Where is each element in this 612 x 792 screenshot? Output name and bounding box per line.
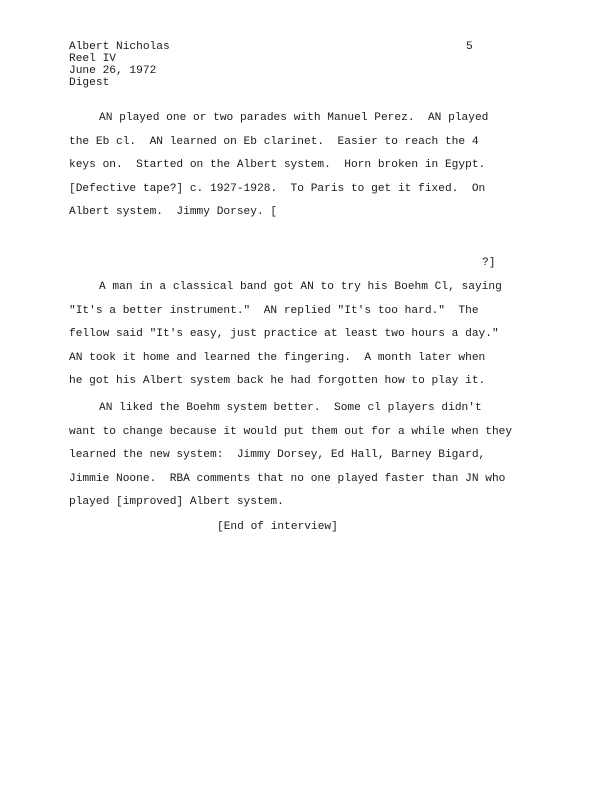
text-line: Jimmie Noone. RBA comments that no one played faster than JN who bbox=[69, 472, 506, 485]
text-line: "It's a better instrument." AN replied "It's too hard." The bbox=[69, 304, 479, 317]
text-line: want to change because it would put them out for a while when they bbox=[69, 425, 513, 438]
text-line: he got his Albert system back he had forgotten how to play it. bbox=[69, 375, 486, 387]
paragraph-boehm-trial bbox=[69, 276, 549, 394]
page-number: 5 bbox=[466, 41, 473, 53]
document-type: Digest bbox=[69, 77, 110, 89]
interviewee-name: Albert Nicholas bbox=[69, 41, 170, 53]
text-line: Albert system. Jimmy Dorsey. [ bbox=[69, 206, 278, 218]
text-line: keys on. Started on the Albert system. Horn broken in Egypt. bbox=[69, 159, 486, 171]
text-line: A man in a classical band got AN to try his Boehm Cl, saying bbox=[99, 281, 502, 293]
text-line: AN played one or two parades with Manuel Perez. AN played bbox=[99, 112, 489, 124]
text-line: AN liked the Boehm system better. Some cl players didn't bbox=[99, 402, 482, 414]
text-line: the Eb cl. AN learned on Eb clarinet. Easier to reach the 4 bbox=[69, 135, 479, 148]
end-of-interview-note: [End of interview] bbox=[217, 521, 338, 533]
text-line: [Defective tape?] c. 1927-1928. To Paris to get it fixed. On bbox=[69, 182, 486, 195]
text-line: fellow said "It's easy, just practice at least two hours a day." bbox=[69, 328, 499, 340]
document-header bbox=[69, 41, 170, 89]
paragraph-boehm-preference bbox=[69, 397, 549, 515]
interview-date: June 26, 1972 bbox=[69, 65, 157, 77]
bracket-close: ?] bbox=[482, 257, 496, 269]
text-line: played [improved] Albert system. bbox=[69, 496, 284, 508]
reel-number: Reel IV bbox=[69, 53, 116, 65]
paragraph-parades bbox=[69, 107, 549, 225]
text-line: learned the new system: Jimmy Dorsey, Ed Hall, Barney Bigard, bbox=[69, 449, 486, 461]
text-line: AN took it home and learned the fingering. A month later when bbox=[69, 351, 486, 364]
